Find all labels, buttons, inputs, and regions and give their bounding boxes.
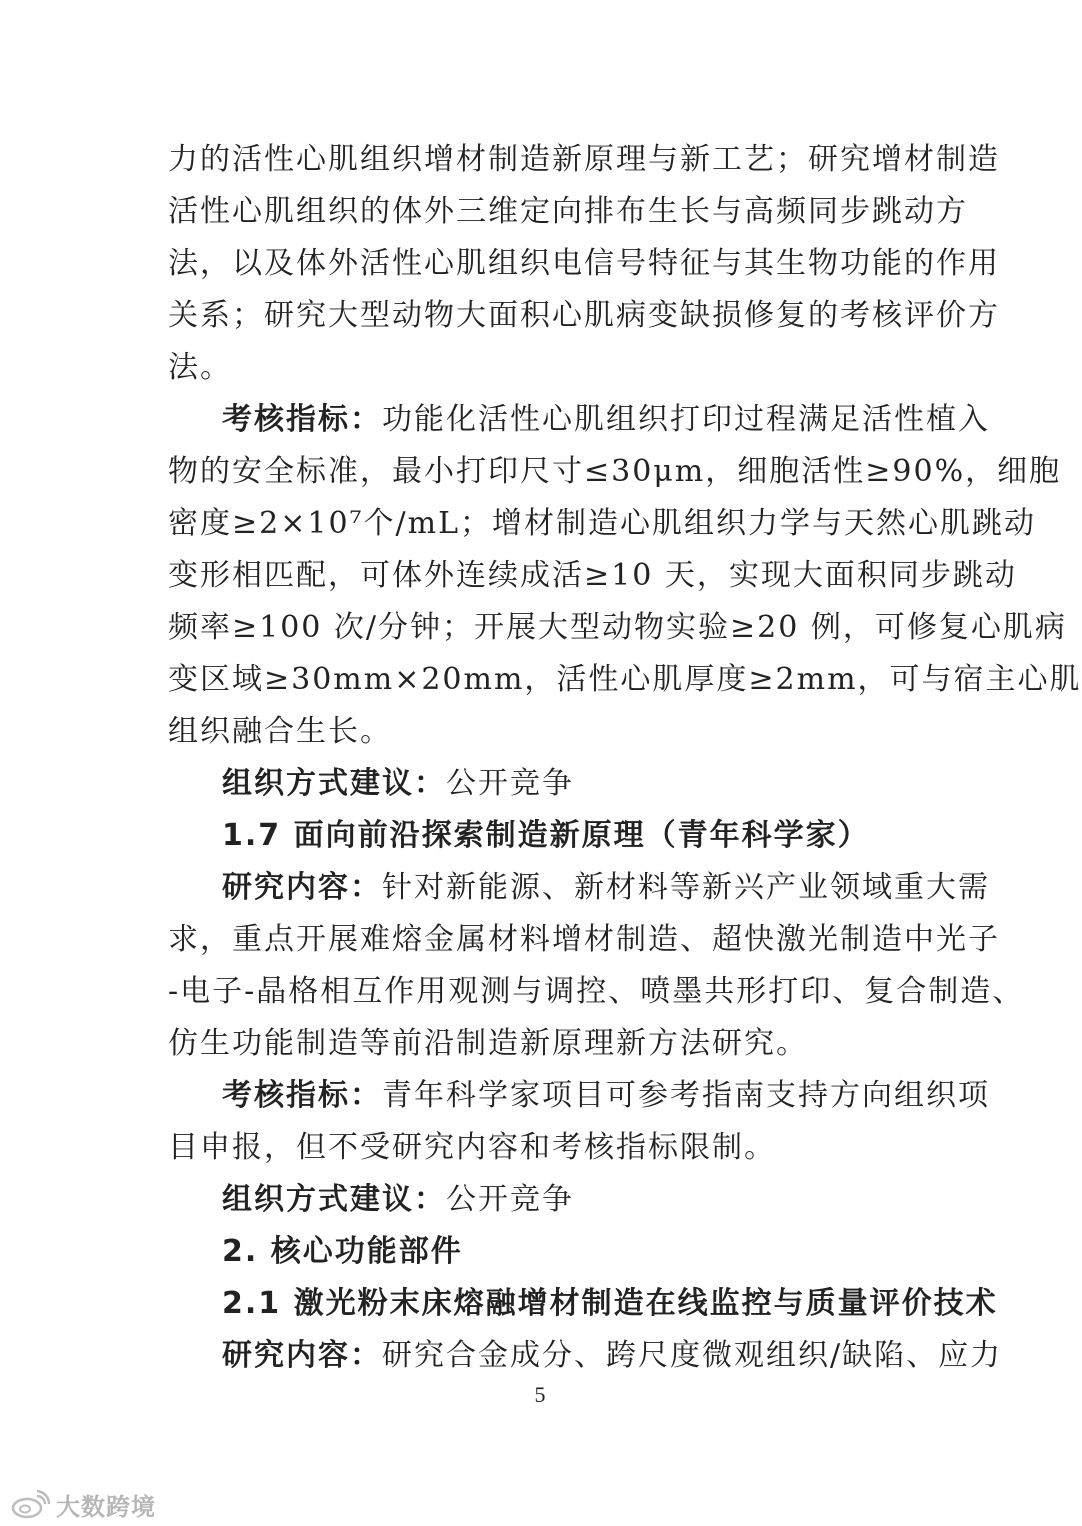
bold-lead: 1.7 面向前沿探索制造新原理（青年科学家） (222, 818, 870, 853)
text-line (168, 140, 1000, 180)
page-number: 5 (534, 1382, 546, 1407)
line-text: 频率≥100 次/分钟；开展大型动物实验≥20 例，可修复心肌病 (168, 610, 1067, 645)
weibo-logo-icon (10, 1489, 50, 1519)
text-line (168, 1128, 918, 1168)
section-heading (222, 1284, 998, 1324)
line-text: 功能化活性心肌组织打印过程满足活性植入 (382, 402, 990, 437)
text-line (222, 868, 990, 908)
line-text: 仿生功能制造等前沿制造新原理新方法研究。 (168, 1026, 808, 1061)
bold-lead: 2. 核心功能部件 (222, 1234, 463, 1269)
text-line (168, 660, 1082, 700)
line-text: 针对新能源、新材料等新兴产业领域重大需 (382, 870, 990, 905)
line-text: 公开竞争 (446, 766, 574, 801)
text-line (168, 920, 1000, 960)
text-line (168, 296, 1000, 336)
line-text: 活性心肌组织的体外三维定向排布生长与高频同步跳动方 (168, 194, 968, 229)
bold-lead: 2.1 激光粉末床熔融增材制造在线监控与质量评价技术 (222, 1286, 998, 1321)
section-heading (222, 1232, 918, 1272)
text-line (222, 764, 918, 804)
text-line (168, 504, 1037, 544)
line-text: 力的活性心肌组织增材制造新原理与新工艺；研究增材制造 (168, 142, 1000, 177)
line-text: -电子-晶格相互作用观测与调控、喷墨共形打印、复合制造、 (168, 974, 1025, 1009)
bold-lead: 考核指标： (222, 1078, 382, 1113)
text-line (168, 192, 968, 232)
text-line (168, 348, 918, 388)
line-text: 法，以及体外活性心肌组织电信号特征与其生物功能的作用 (168, 246, 1000, 281)
text-line (222, 1180, 918, 1220)
line-text: 变区域≥30mm×20mm，活性心肌厚度≥2mm，可与宿主心肌 (168, 662, 1082, 697)
text-line (168, 556, 1017, 596)
line-text: 组织融合生长。 (168, 714, 392, 749)
bold-lead: 考核指标： (222, 402, 382, 437)
line-text: 求，重点开展难熔金属材料增材制造、超快激光制造中光子 (168, 922, 1000, 957)
text-line (168, 244, 1000, 284)
line-text: 密度≥2×10⁷个/mL；增材制造心肌组织力学与天然心肌跳动 (168, 506, 1037, 541)
text-line (222, 1336, 1003, 1376)
line-text: 公开竞争 (446, 1182, 574, 1217)
text-line (168, 972, 1025, 1012)
line-text: 目申报，但不受研究内容和考核指标限制。 (168, 1130, 776, 1165)
text-line (168, 712, 918, 752)
line-text: 研究合金成分、跨尺度微观组织/缺陷、应力 (382, 1338, 1003, 1373)
bold-lead: 研究内容： (222, 1338, 382, 1373)
text-line (222, 1076, 990, 1116)
section-heading (222, 816, 918, 856)
text-line (168, 608, 1067, 648)
line-text: 法。 (168, 350, 232, 385)
line-text: 物的安全标准，最小打印尺寸≤30μm，细胞活性≥90%，细胞 (168, 454, 1062, 489)
text-line (168, 1024, 918, 1064)
bold-lead: 组织方式建议： (222, 766, 446, 801)
line-text: 关系；研究大型动物大面积心肌病变缺损修复的考核评价方 (168, 298, 1000, 333)
watermark-text: 大数跨境 (56, 1492, 156, 1521)
text-line (168, 452, 1062, 492)
line-text: 变形相匹配，可体外连续成活≥10 天，实现大面积同步跳动 (168, 558, 1017, 593)
bold-lead: 研究内容： (222, 870, 382, 905)
text-line (222, 400, 990, 440)
bold-lead: 组织方式建议： (222, 1182, 446, 1217)
watermark (10, 1488, 156, 1520)
line-text: 青年科学家项目可参考指南支持方向组织项 (382, 1078, 990, 1113)
